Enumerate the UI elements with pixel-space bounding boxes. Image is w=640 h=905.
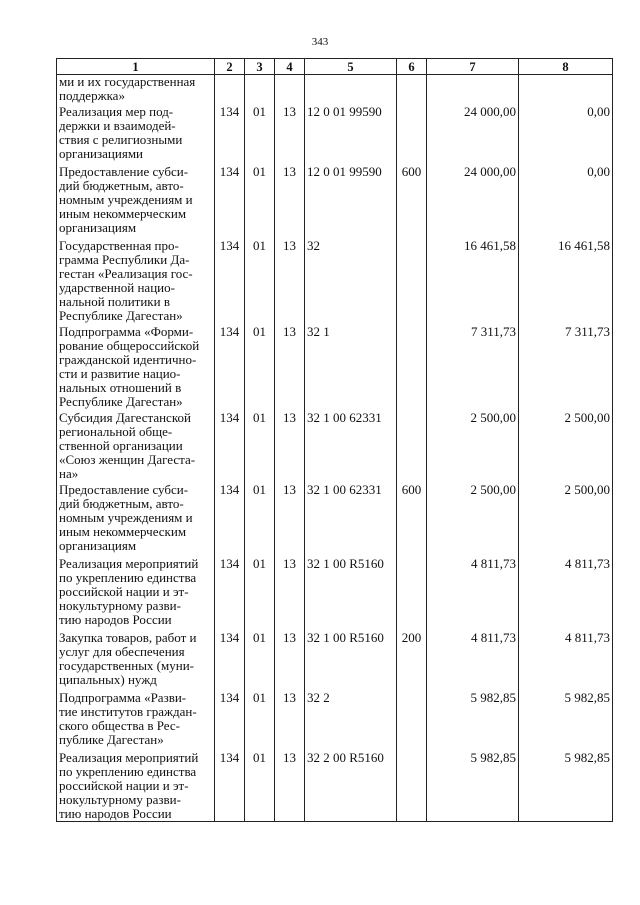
cell-glava: 134 bbox=[215, 483, 245, 557]
header-col-3: 3 bbox=[245, 59, 275, 75]
table-row bbox=[57, 165, 613, 239]
cell-podrazdel: 13 bbox=[275, 483, 305, 557]
cell-celevaya-statya: 32 1 bbox=[305, 325, 397, 411]
table-row bbox=[57, 557, 613, 631]
table-header bbox=[57, 59, 613, 75]
cell-vid-rashodov bbox=[397, 105, 427, 165]
cell-vid-rashodov bbox=[397, 239, 427, 325]
header-col-8: 8 bbox=[519, 59, 613, 75]
cell-razdel: 01 bbox=[245, 751, 275, 822]
cell-vid-rashodov: 600 bbox=[397, 165, 427, 239]
cell-amount-2: 0,00 bbox=[519, 105, 613, 165]
cell-amount-2: 2 500,00 bbox=[519, 483, 613, 557]
budget-table bbox=[56, 58, 613, 822]
cell-name: Подпрограмма «Разви- тие институтов граждан- ского общества в Рес- публике Дагестан» bbox=[57, 691, 215, 751]
cell-amount-1: 7 311,73 bbox=[427, 325, 519, 411]
header-col-2: 2 bbox=[215, 59, 245, 75]
cell-vid-rashodov bbox=[397, 411, 427, 483]
cell-celevaya-statya: 32 2 00 R5160 bbox=[305, 751, 397, 822]
cell-name: Субсидия Дагестанской региональной обще- ственной организации «Союз женщин Дагеста- на» bbox=[57, 411, 215, 483]
cell-podrazdel: 13 bbox=[275, 557, 305, 631]
cell-celevaya-statya: 32 bbox=[305, 239, 397, 325]
cell-amount-2: 2 500,00 bbox=[519, 411, 613, 483]
cell-razdel: 01 bbox=[245, 325, 275, 411]
cell-amount-1: 4 811,73 bbox=[427, 631, 519, 691]
cell-name: Государственная про- грамма Республики Да- гестан «Реализация гос- ударственной нацио- нальной политики в Республике Дагестан» bbox=[57, 239, 215, 325]
cell-podrazdel: 13 bbox=[275, 105, 305, 165]
cell-amount-1: 2 500,00 bbox=[427, 411, 519, 483]
cell-podrazdel: 13 bbox=[275, 239, 305, 325]
cell-podrazdel: 13 bbox=[275, 631, 305, 691]
cell-glava: 134 bbox=[215, 325, 245, 411]
cell-amount-1 bbox=[427, 75, 519, 105]
cell-celevaya-statya: 12 0 01 99590 bbox=[305, 165, 397, 239]
cell-vid-rashodov bbox=[397, 75, 427, 105]
header-col-5: 5 bbox=[305, 59, 397, 75]
cell-podrazdel: 13 bbox=[275, 325, 305, 411]
cell-razdel: 01 bbox=[245, 691, 275, 751]
cell-razdel: 01 bbox=[245, 239, 275, 325]
cell-amount-2 bbox=[519, 75, 613, 105]
cell-name: Предоставление субси- дий бюджетным, авто- номным учреждениям и иным некоммерческим организациям bbox=[57, 165, 215, 239]
table-row bbox=[57, 631, 613, 691]
cell-glava: 134 bbox=[215, 631, 245, 691]
cell-celevaya-statya: 32 1 00 62331 bbox=[305, 483, 397, 557]
cell-razdel: 01 bbox=[245, 105, 275, 165]
cell-celevaya-statya bbox=[305, 75, 397, 105]
header-col-1: 1 bbox=[57, 59, 215, 75]
cell-vid-rashodov bbox=[397, 557, 427, 631]
page-number: 343 bbox=[311, 36, 329, 48]
cell-vid-rashodov bbox=[397, 751, 427, 822]
table-row bbox=[57, 691, 613, 751]
cell-razdel bbox=[245, 75, 275, 105]
cell-name: Реализация мероприятий по укреплению единства российской нации и эт- нокультурному разви- тию народов России bbox=[57, 751, 215, 822]
cell-amount-1: 2 500,00 bbox=[427, 483, 519, 557]
cell-name: Реализация мер под- держки и взаимодей- ствия с религиозными организациями bbox=[57, 105, 215, 165]
cell-amount-1: 24 000,00 bbox=[427, 165, 519, 239]
cell-glava: 134 bbox=[215, 557, 245, 631]
cell-podrazdel: 13 bbox=[275, 165, 305, 239]
table-row bbox=[57, 239, 613, 325]
header-col-7: 7 bbox=[427, 59, 519, 75]
cell-glava: 134 bbox=[215, 691, 245, 751]
table-row bbox=[57, 75, 613, 105]
header-col-4: 4 bbox=[275, 59, 305, 75]
cell-celevaya-statya: 32 1 00 R5160 bbox=[305, 557, 397, 631]
cell-celevaya-statya: 32 2 bbox=[305, 691, 397, 751]
cell-amount-1: 5 982,85 bbox=[427, 691, 519, 751]
cell-amount-2: 4 811,73 bbox=[519, 631, 613, 691]
cell-razdel: 01 bbox=[245, 165, 275, 239]
cell-razdel: 01 bbox=[245, 631, 275, 691]
table-row bbox=[57, 483, 613, 557]
cell-podrazdel: 13 bbox=[275, 751, 305, 822]
cell-vid-rashodov bbox=[397, 691, 427, 751]
header-col-6: 6 bbox=[397, 59, 427, 75]
table-row bbox=[57, 105, 613, 165]
cell-glava: 134 bbox=[215, 165, 245, 239]
cell-vid-rashodov bbox=[397, 325, 427, 411]
cell-name: Реализация мероприятий по укреплению единства российской нации и эт- нокультурному разви- тию народов России bbox=[57, 557, 215, 631]
cell-amount-2: 0,00 bbox=[519, 165, 613, 239]
cell-glava: 134 bbox=[215, 411, 245, 483]
cell-amount-1: 24 000,00 bbox=[427, 105, 519, 165]
cell-podrazdel: 13 bbox=[275, 691, 305, 751]
cell-amount-1: 4 811,73 bbox=[427, 557, 519, 631]
cell-celevaya-statya: 32 1 00 R5160 bbox=[305, 631, 397, 691]
cell-podrazdel bbox=[275, 75, 305, 105]
cell-glava: 134 bbox=[215, 751, 245, 822]
table-row bbox=[57, 411, 613, 483]
cell-vid-rashodov: 600 bbox=[397, 483, 427, 557]
cell-glava bbox=[215, 75, 245, 105]
cell-amount-2: 5 982,85 bbox=[519, 751, 613, 822]
cell-celevaya-statya: 32 1 00 62331 bbox=[305, 411, 397, 483]
cell-name: Закупка товаров, работ и услуг для обеспечения государственных (муни- ципальных) нужд bbox=[57, 631, 215, 691]
cell-name: ми и их государственная поддержка» bbox=[57, 75, 215, 105]
cell-razdel: 01 bbox=[245, 483, 275, 557]
cell-amount-2: 7 311,73 bbox=[519, 325, 613, 411]
cell-amount-1: 16 461,58 bbox=[427, 239, 519, 325]
table-row bbox=[57, 325, 613, 411]
cell-glava: 134 bbox=[215, 239, 245, 325]
cell-name: Подпрограмма «Форми- рование общероссийской гражданской идентично- сти и развитие нацио- нальных отношений в Республике Дагестан» bbox=[57, 325, 215, 411]
cell-razdel: 01 bbox=[245, 557, 275, 631]
table-body bbox=[57, 75, 613, 822]
cell-name: Предоставление субси- дий бюджетным, авто- номным учреждениям и иным некоммерческим организациям bbox=[57, 483, 215, 557]
cell-glava: 134 bbox=[215, 105, 245, 165]
cell-celevaya-statya: 12 0 01 99590 bbox=[305, 105, 397, 165]
cell-vid-rashodov: 200 bbox=[397, 631, 427, 691]
table-row bbox=[57, 751, 613, 822]
cell-amount-2: 16 461,58 bbox=[519, 239, 613, 325]
cell-amount-1: 5 982,85 bbox=[427, 751, 519, 822]
cell-podrazdel: 13 bbox=[275, 411, 305, 483]
cell-amount-2: 5 982,85 bbox=[519, 691, 613, 751]
cell-razdel: 01 bbox=[245, 411, 275, 483]
cell-amount-2: 4 811,73 bbox=[519, 557, 613, 631]
